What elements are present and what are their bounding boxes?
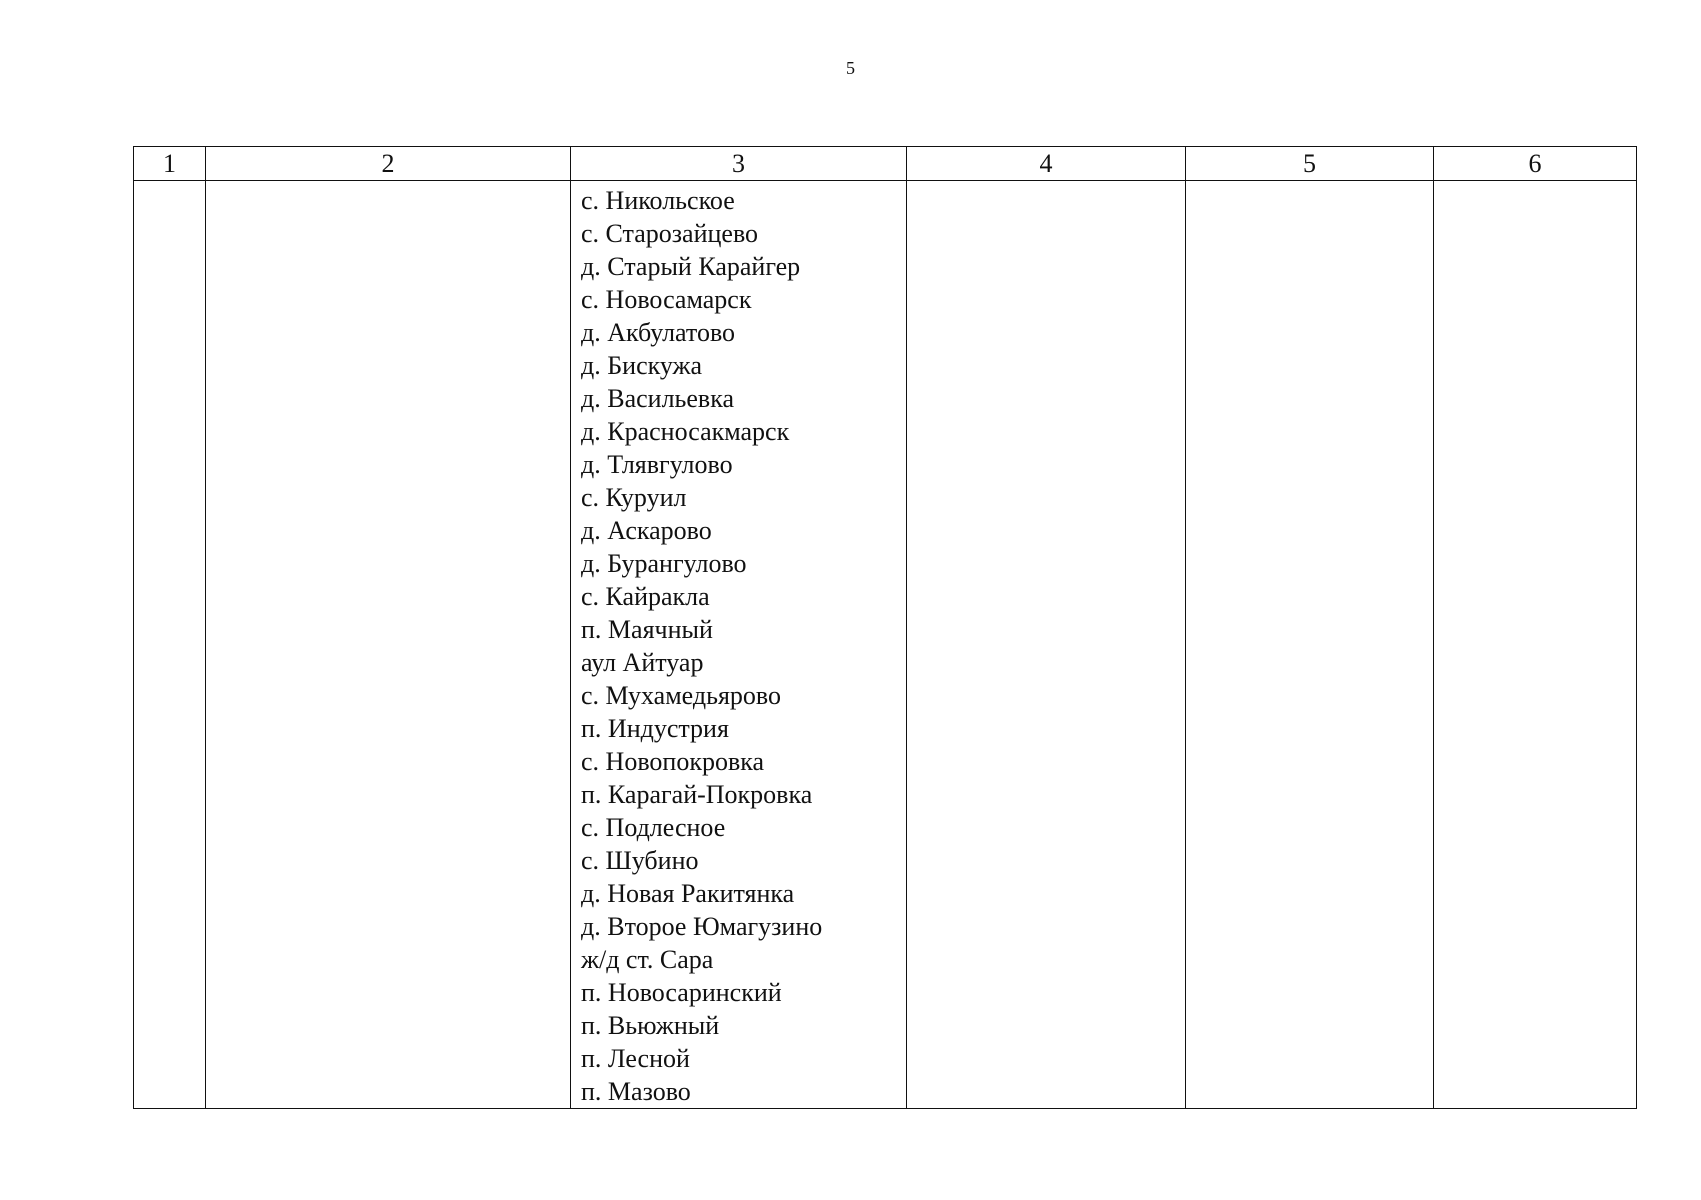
list-item: п. Вьюжный	[581, 1011, 720, 1040]
list-item: д. Красносакмарск	[581, 417, 790, 446]
list-item: п. Мазово	[581, 1077, 691, 1106]
list-item: ж/д ст. Сара	[581, 945, 714, 974]
list-item: с. Куруил	[581, 483, 687, 512]
list-item: д. Аскарово	[581, 516, 712, 545]
list-item: п. Новосаринский	[581, 978, 782, 1007]
column-header-5: 5	[1186, 147, 1434, 181]
cell-column-3	[571, 181, 907, 1109]
list-item: п. Индустрия	[581, 714, 729, 743]
list-item: с. Старозайцево	[581, 219, 759, 248]
cell-column-6	[1434, 181, 1637, 1109]
column-header-4: 4	[907, 147, 1186, 181]
column-header-6: 6	[1434, 147, 1637, 181]
list-item: с. Никольское	[581, 186, 735, 215]
cell-column-4	[907, 181, 1186, 1109]
list-item: д. Васильевка	[581, 384, 734, 413]
cell-column-5	[1186, 181, 1434, 1109]
column-header-3: 3	[571, 147, 907, 181]
column-header-1: 1	[134, 147, 206, 181]
page-number: 5	[846, 58, 855, 78]
header-row	[134, 147, 1637, 181]
column-header-2: 2	[206, 147, 571, 181]
settlement-list	[571, 181, 906, 1108]
list-item: д. Второе Юмагузино	[581, 912, 823, 941]
list-item: с. Мухамедьярово	[581, 681, 782, 710]
list-item: д. Новая Ракитянка	[581, 879, 795, 908]
cell-column-2	[206, 181, 571, 1109]
list-item: д. Старый Карайгер	[581, 252, 801, 281]
list-item: п. Лесной	[581, 1044, 690, 1073]
list-item: д. Акбулатово	[581, 318, 736, 347]
list-item: с. Шубино	[581, 846, 699, 875]
table-row	[134, 181, 1637, 1109]
list-item: с. Новосамарск	[581, 285, 752, 314]
list-item: с. Новопокровка	[581, 747, 765, 776]
list-item: п. Карагай-Покровка	[581, 780, 813, 809]
list-item: д. Бискужа	[581, 351, 703, 380]
cell-column-1	[134, 181, 206, 1109]
settlements-table	[133, 146, 1637, 1109]
list-item: с. Подлесное	[581, 813, 726, 842]
list-item: д. Бурангулово	[581, 549, 747, 578]
list-item: аул Айтуар	[581, 648, 704, 677]
list-item: д. Тлявгулово	[581, 450, 733, 479]
list-item: с. Кайракла	[581, 582, 710, 611]
list-item: п. Маячный	[581, 615, 713, 644]
